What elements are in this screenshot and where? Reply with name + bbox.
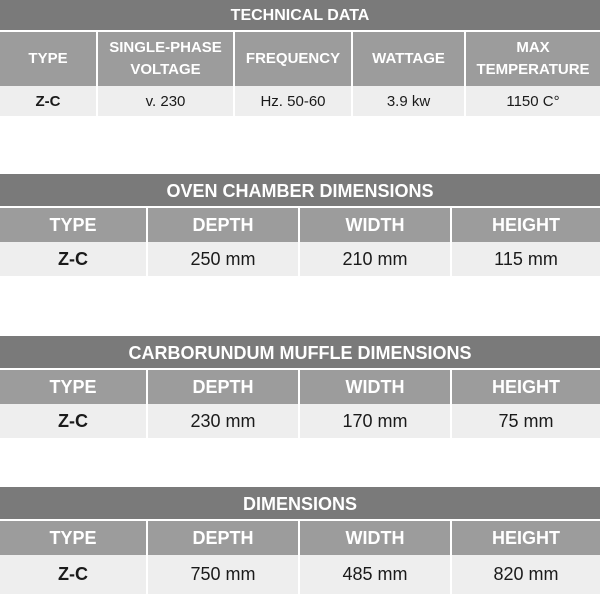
header-frequency: FREQUENCY — [235, 32, 353, 86]
header-type: TYPE — [0, 521, 148, 555]
table-row — [0, 555, 600, 594]
muffle-header-row — [0, 370, 600, 404]
header-voltage: SINGLE-PHASE VOLTAGE — [98, 32, 235, 86]
oven-chamber-title: OVEN CHAMBER DIMENSIONS — [0, 174, 600, 208]
header-type: TYPE — [0, 208, 148, 242]
table-row — [0, 86, 600, 116]
cell-height: 115 mm — [494, 248, 558, 269]
cell-width: 210 mm — [300, 242, 452, 276]
header-height: HEIGHT — [491, 376, 560, 397]
muffle-table — [0, 336, 600, 438]
dimensions-header-row — [0, 521, 600, 555]
header-max-temperature: MAX TEMPERATURE — [476, 39, 590, 78]
cell-height: 75 mm — [498, 410, 554, 431]
header-height: HEIGHT — [491, 214, 560, 235]
muffle-title: CARBORUNDUM MUFFLE DIMENSIONS — [0, 336, 600, 370]
header-type: TYPE — [0, 370, 148, 404]
cell-type: Z-C — [0, 86, 98, 116]
header-depth: DEPTH — [148, 370, 300, 404]
cell-depth: 750 mm — [148, 555, 300, 594]
header-wattage: WATTAGE — [353, 32, 466, 86]
header-width: WIDTH — [300, 208, 452, 242]
dimensions-title: DIMENSIONS — [0, 487, 600, 521]
cell-width: 485 mm — [300, 555, 452, 594]
table-row — [0, 242, 600, 276]
cell-height: 820 mm — [493, 564, 559, 584]
cell-frequency: Hz. 50-60 — [235, 86, 353, 116]
technical-data-header-row — [0, 32, 600, 86]
cell-depth: 250 mm — [148, 242, 300, 276]
cell-wattage: 3.9 kw — [353, 86, 466, 116]
cell-type: Z-C — [0, 404, 148, 438]
cell-type: Z-C — [0, 555, 148, 594]
cell-depth: 230 mm — [148, 404, 300, 438]
table-row — [0, 404, 600, 438]
technical-data-table — [0, 0, 600, 116]
technical-data-title: TECHNICAL DATA — [0, 0, 600, 32]
cell-voltage: v. 230 — [98, 86, 235, 116]
header-depth: DEPTH — [148, 521, 300, 555]
cell-max-temperature: 1150 C° — [506, 92, 560, 110]
cell-width: 170 mm — [300, 404, 452, 438]
oven-chamber-table — [0, 174, 600, 276]
header-width: WIDTH — [300, 521, 452, 555]
oven-chamber-header-row — [0, 208, 600, 242]
header-type: TYPE — [0, 32, 98, 86]
dimensions-table — [0, 487, 600, 596]
header-height: HEIGHT — [491, 527, 560, 548]
cell-type: Z-C — [0, 242, 148, 276]
header-depth: DEPTH — [148, 208, 300, 242]
header-width: WIDTH — [300, 370, 452, 404]
